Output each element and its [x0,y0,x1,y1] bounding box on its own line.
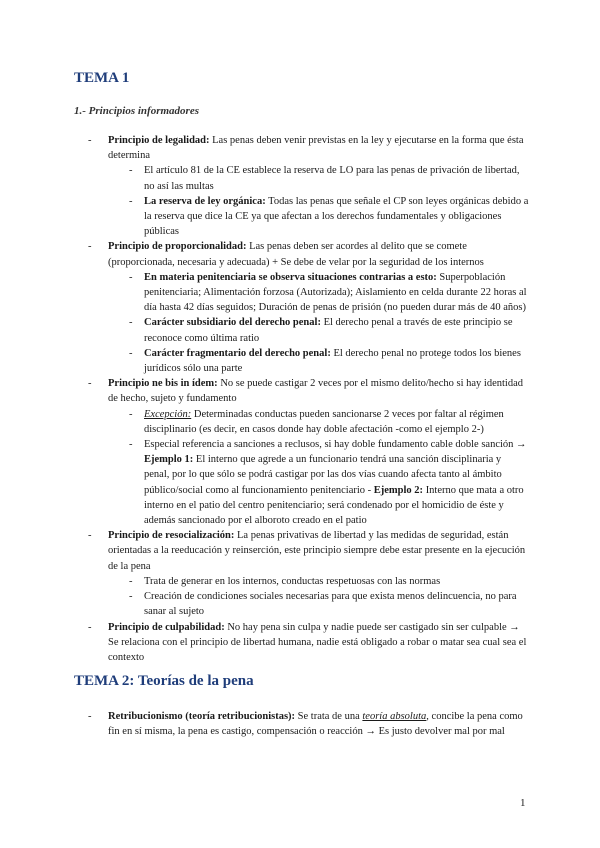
list-item-resocializacion [84,528,529,619]
tema1-subtitle: 1.- Principios informadores [74,105,199,117]
subitem-term: La reserva de ley orgánica: [144,195,266,207]
tema1-list [84,133,529,665]
subitem-text: El artículo 81 de la CE establece la reserva de LO para las penas de privación de libertad, no así las multas [144,165,520,192]
tema1-title: TEMA 1 [74,70,130,86]
tema2-list [84,709,529,739]
item-term: Principio de proporcionalidad: [108,241,247,253]
list-item-retribucionismo [84,709,529,739]
subitem-term: Ejemplo 1: [144,454,194,466]
list-item-proporcionalidad [84,239,529,376]
item-term: Principio de resocialización: [108,530,235,542]
subitem-text: Trata de generar en los internos, conductas respetuosas con las normas [144,575,441,587]
item-text: La penas privativas de libertad y las medidas de seguridad, están orientadas a la reeducación y reinserción, este principio siempre debe estar presente en la ejecución de la pena [108,530,526,572]
subitem-text: Especial referencia a sanciones a reclusos, si hay doble fundamento cable doble sanción → [144,439,527,451]
subitem-term: En materia penitenciaria se observa situaciones contrarias a esto: [144,271,437,283]
item-text: No se puede castigar 2 veces por el mismo delito/hecho si hay identidad de hecho, sujeto y fundamento [108,378,523,405]
item-text: Las penas deben ser acordes al delito que se comete (proporcionada, necesaria y adecuada) + Se debe de velar por la seguridad de los internos [108,241,484,268]
subitem-text: El interno que agrede a un funcionario tendrá una sanción disciplinaria y penal, por lo que sólo se podrá castigar por las dos vías cuando afecta tanto al ámbito público/social como al funcionamiento penitenciario - [144,454,502,496]
list-item-legalidad [84,133,529,239]
sublist [108,407,529,529]
subitem-underlined: Excepción: [144,408,192,420]
sublist [108,270,529,376]
subitem-text: El derecho penal a través de este principio se reconoce como última ratio [144,317,513,344]
sublist-item [108,270,529,316]
subitem-term: Carácter fragmentario del derecho penal: [144,347,331,359]
sublist-item [108,346,529,376]
sublist [108,163,529,239]
sublist-item [108,407,529,437]
page-number: 1 [520,797,526,809]
sublist-item [108,574,529,589]
subitem-term: Ejemplo 2: [373,484,424,496]
item-underlined: teoría absoluta [362,711,427,722]
sublist-item [108,315,529,345]
item-text: No hay pena sin culpa y nadie puede ser castigado sin ser culpable → Se relaciona con el principio de libertad humana, nadie está obligado a robar o matar sea cual sea el contexto [108,621,527,663]
sublist-item [108,589,529,619]
item-text: Se trata de una [295,711,363,722]
item-text: , concibe la pena como fin en sí misma, la pena es castigo, compensación o reacción → Es justo devolver mal por mal [108,711,523,738]
item-term: Principio ne bis in ídem: [108,378,218,390]
subitem-text: El derecho penal no protege todos los bienes jurídicos sólo una parte [144,347,521,375]
subitem-term: Carácter subsidiario del derecho penal: [144,317,321,329]
item-term: Retribucionismo (teoría retribucionistas): [108,711,296,722]
list-item-ne-bis-in-idem [84,376,529,528]
sublist-item [108,194,529,240]
subitem-text: Interno que mata a otro interno en el patio del centro penitenciario; será condenado por el homicidio de éste y además sancionado por el alboroto creado en el patio [144,484,524,527]
sublist-item [108,163,529,193]
item-term: Principio de legalidad: [108,135,210,146]
list-item-culpabilidad [84,620,529,666]
subitem-text: Determinadas conductas pueden sancionarse 2 veces por faltar al régimen disciplinario (es decir, en casos donde hay doble afectación -como el ejemplo 2-) [144,408,504,435]
subitem-text: Superpoblación penitenciaria; Alimentación forzosa (Autorizada); Aislamiento en celda durante 22 horas al día hasta 42 días seguidos; Duración de penas de prisión (no pueden durar más de 40 años) [144,271,527,314]
subitem-text: Todas las penas que señale el CP son leyes orgánicas debido a la reserva que dice la CE ya que afectan a los derechos fundamentales y obligaciones públicas [144,195,529,238]
sublist [108,574,529,620]
sublist-item [108,437,529,528]
item-text: Las penas deben venir previstas en la ley y ejecutarse en la forma que ésta determina [108,135,524,162]
subitem-text: Creación de condiciones sociales necesarias para que exista menos delincuencia, no para sanar al sujeto [144,591,517,618]
tema2-title: TEMA 2: Teorías de la pena [74,673,254,689]
item-term: Principio de culpabilidad: [108,621,225,633]
